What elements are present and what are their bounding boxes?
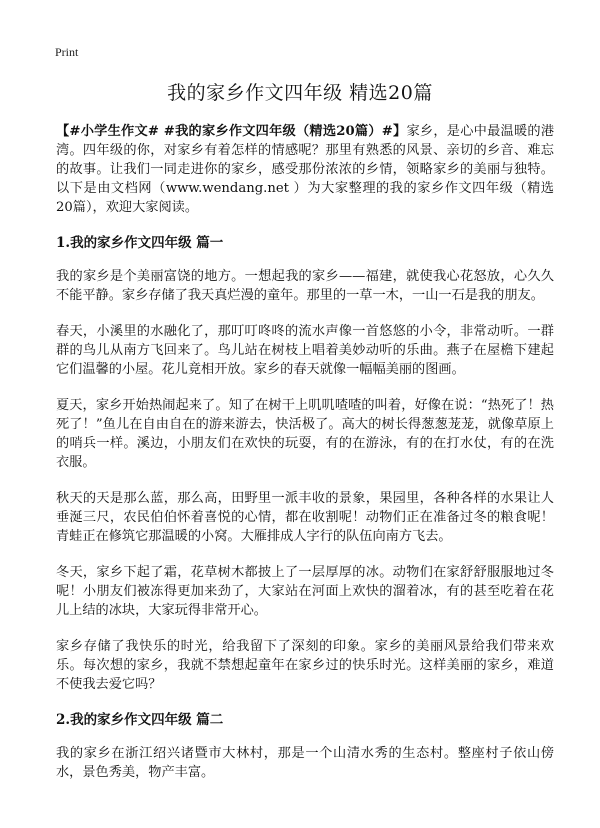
section-1-paragraph-1: 我的家乡是个美丽富饶的地方。一想起我的家乡——福建，就使我心花怒放，心久久不能平静。家乡存储了我天真烂漫的童年。那里的一草一木，一山一石是我的朋友。 (56, 269, 554, 303)
intro-paragraph (56, 122, 554, 217)
print-link[interactable]: Print (55, 45, 79, 59)
section-heading-2: 2.我的家乡作文四年级 篇二 (56, 712, 224, 728)
section-1-paragraph-5: 冬天，家乡下起了霜，花草树木都披上了一层厚厚的冰。动物们在家舒舒服服地过冬呢！小朋友们被冻得更加来劲了，大家站在河面上欢快的溜着冰，有的甚至吃着在花儿上结的冰块，大家玩得非常开心。 (56, 565, 554, 618)
section-1-paragraph-2: 春天，小溪里的水融化了，那叮叮咚咚的流水声像一首悠悠的小令，非常动听。一群群的鸟儿从南方飞回来了。鸟儿站在树枝上唱着美妙动听的乐曲。燕子在屋檐下建起它们温馨的小屋。花儿竟相开放。家乡的春天就像一幅幅美丽的图画。 (56, 324, 554, 377)
section-1-paragraph-3: 夏天，家乡开始热闹起来了。知了在树干上叽叽喳喳的叫着，好像在说：“热死了！热死了！”鱼儿在自由自在的游来游去，快活极了。高大的树长得葱葱茏茏，就像草原上的哨兵一样。溪边，小朋友们在欢快的玩耍，有的在游泳，有的在打水仗，有的在洗衣服。 (56, 398, 554, 470)
article-body (56, 122, 554, 799)
section-1-paragraph-6: 家乡存储了我快乐的时光，给我留下了深刻的印象。家乡的美丽风景给我们带来欢乐。每次想的家乡，我就不禁想起童年在家乡过的快乐时光。这样美丽的家乡，难道不使我去爱它吗？ (56, 639, 554, 692)
section-2-paragraph-1: 我的家乡在浙江绍兴诸暨市大林村，那是一个山清水秀的生态村。整座村子依山傍水，景色秀美，物产丰富。 (56, 746, 554, 780)
intro-text: 家乡，是心中最温暖的港湾。四年级的你，对家乡有着怎样的情感呢？那里有熟悉的风景、亲切的乡音、难忘的故事。让我们一同走进你的家乡，感受那份浓浓的乡情，领略家乡的美丽与独特。以下是由文档网（www.wendang.net ）为大家整理的我的家乡作文四年级（精选20篇），欢迎大家阅读。 (56, 124, 555, 215)
section-heading-1: 1.我的家乡作文四年级 篇一 (56, 235, 224, 251)
page-title: 我的家乡作文四年级 精选20篇 (167, 82, 433, 104)
section-1-paragraph-4: 秋天的天是那么蓝，那么高，田野里一派丰收的景象，果园里，各种各样的水果让人垂涎三尺，农民伯伯怀着喜悦的心情，都在收割呢！动物们正在准备过冬的粮食呢！青蛙正在修筑它那温暖的小窝。大雁排成人字行的队伍向南方飞去。 (56, 491, 554, 544)
intro-tags: 【#小学生作文# #我的家乡作文四年级（精选20篇）#】 (56, 124, 407, 139)
